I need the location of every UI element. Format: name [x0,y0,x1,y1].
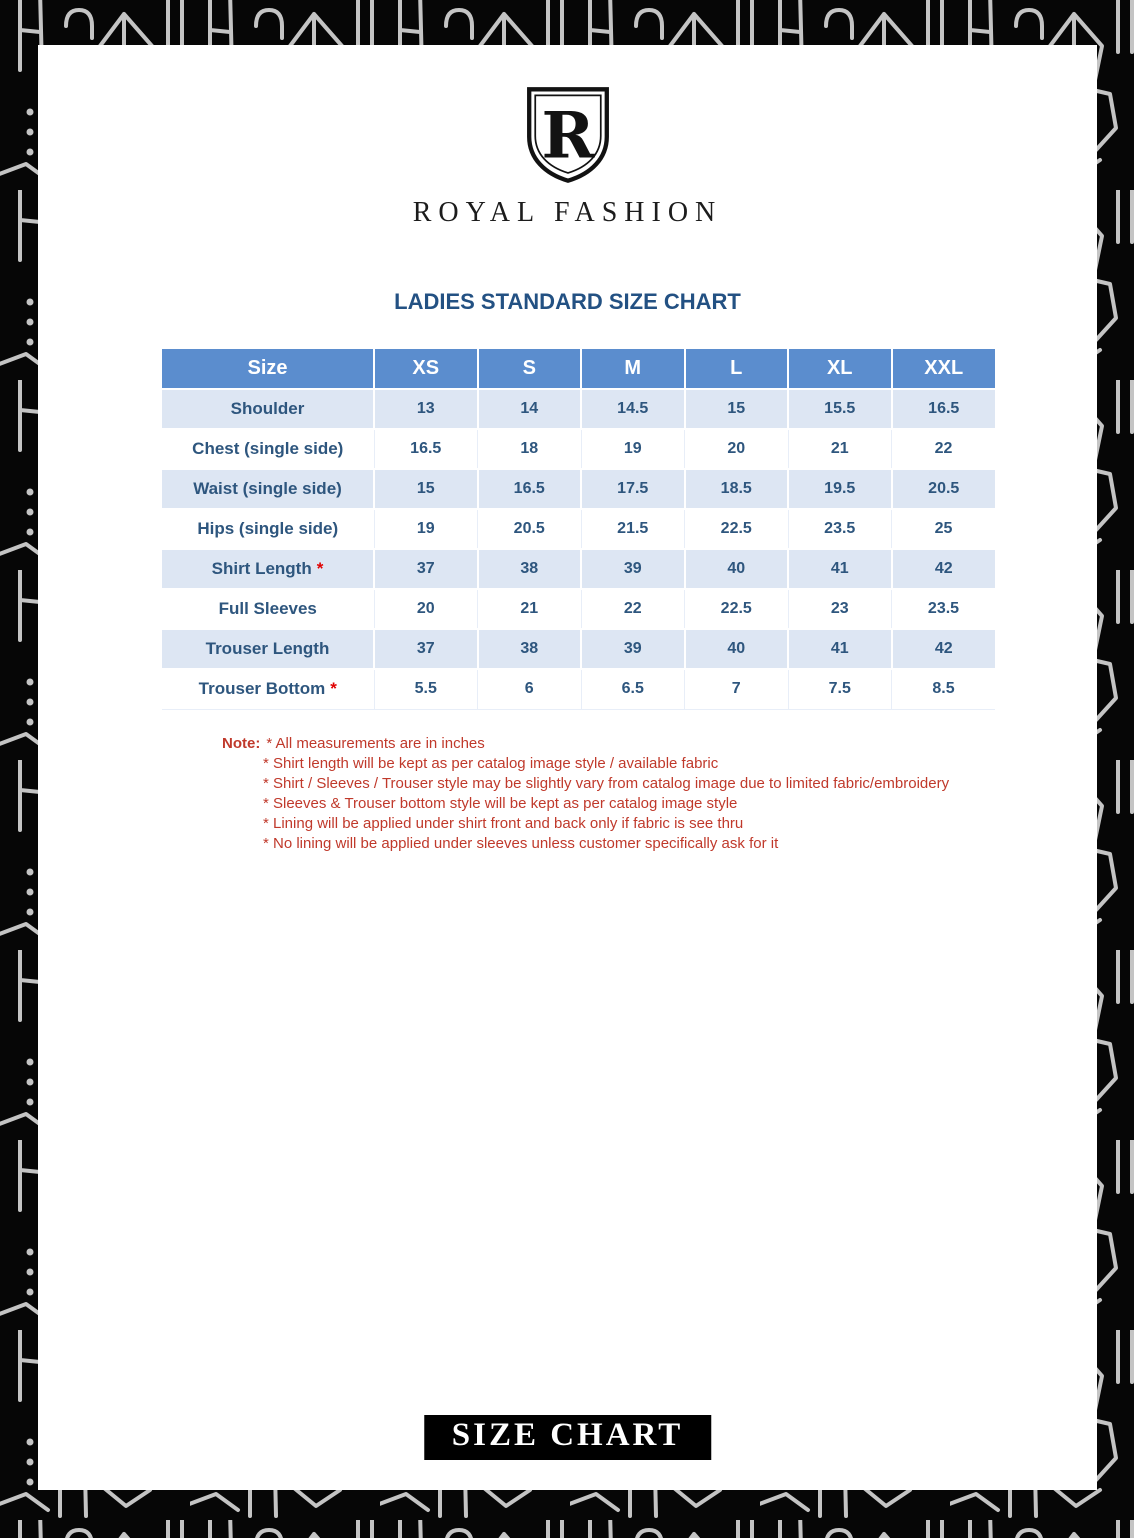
note-item: * Shirt / Sleeves / Trouser style may be slightly vary from catalog image due to limited fabric/embroidery [263,774,950,792]
cell-value: 6.5 [581,669,685,709]
cell-value: 17.5 [581,469,685,509]
cell-value: 18.5 [685,469,789,509]
footnote-asterisk: * [316,559,324,578]
brand-logo [38,45,1097,229]
cell-value: 21 [788,429,892,469]
cell-value: 38 [478,549,582,589]
cell-value: 15 [374,469,478,509]
cell-value: 19 [581,429,685,469]
cell-value: 21 [478,589,582,629]
column-header-s: S [478,348,582,389]
cell-value: 41 [788,629,892,669]
table-row-trouser-bottom [162,669,995,709]
row-label: Chest (single side) [162,429,374,469]
table-row-chest [162,429,995,469]
size-table-header-row [162,348,995,389]
brand-name: ROYAL FASHION [412,197,723,228]
table-row-hips [162,509,995,549]
note-item: * All measurements are in inches [266,734,485,752]
cell-value: 42 [892,549,996,589]
cell-value: 23.5 [788,509,892,549]
size-chart-sheet [38,45,1097,1490]
row-label: Waist (single side) [162,469,374,509]
size-chart-banner: SIZE CHART [424,1415,711,1460]
cell-value: 15.5 [788,389,892,429]
cell-value: 22.5 [685,589,789,629]
cell-value: 21.5 [581,509,685,549]
cell-value: 20.5 [892,469,996,509]
note-line [222,734,982,754]
cell-value: 19 [374,509,478,549]
cell-value: 40 [685,549,789,589]
note-item: * Lining will be applied under shirt front and back only if fabric is see thru [263,814,744,832]
cell-value: 41 [788,549,892,589]
row-label: Shirt Length * [162,549,374,589]
column-header-xl: XL [788,348,892,389]
row-label: Trouser Length [162,629,374,669]
cell-value: 37 [374,549,478,589]
cell-value: 42 [892,629,996,669]
cell-value: 20 [374,589,478,629]
note-item: * No lining will be applied under sleeves unless customer specifically ask for it [263,834,779,852]
row-label: Hips (single side) [162,509,374,549]
notes-section [222,734,982,854]
cell-value: 19.5 [788,469,892,509]
cell-value: 16.5 [374,429,478,469]
shield-monogram-icon [524,85,612,185]
column-header-xxl: XXL [892,348,996,389]
table-row-shoulder [162,389,995,429]
cell-value: 6 [478,669,582,709]
cell-value: 16.5 [478,469,582,509]
size-table [162,347,995,710]
table-row-shirt-length [162,549,995,589]
table-row-trouser-length [162,629,995,669]
footnote-asterisk: * [330,679,337,699]
cell-value: 14.5 [581,389,685,429]
note-item: * Sleeves & Trouser bottom style will be kept as per catalog image style [263,794,738,812]
table-row-waist [162,469,995,509]
cell-value: 23.5 [892,589,996,629]
cell-value: 40 [685,629,789,669]
cell-value: 13 [374,389,478,429]
cell-value: 38 [478,629,582,669]
monogram-letter: R [540,98,595,174]
cell-value: 20.5 [478,509,582,549]
column-header-l: L [685,348,789,389]
cell-value: 7.5 [788,669,892,709]
cell-value: 8.5 [892,669,996,709]
column-header-size: Size [162,348,374,389]
cell-value: 25 [892,509,996,549]
cell-value: 5.5 [374,669,478,709]
cell-value: 18 [478,429,582,469]
cell-value: 7 [685,669,789,709]
cell-value: 39 [581,629,685,669]
cell-value: 22 [581,589,685,629]
cell-value: 20 [685,429,789,469]
cell-value: 22.5 [685,509,789,549]
column-header-m: M [581,348,685,389]
row-label: Full Sleeves [162,589,374,629]
row-label: Trouser Bottom * [162,669,374,709]
column-header-xs: XS [374,348,478,389]
cell-value: 23 [788,589,892,629]
cell-value: 15 [685,389,789,429]
cell-value: 16.5 [892,389,996,429]
table-row-full-sleeves [162,589,995,629]
row-label: Shoulder [162,389,374,429]
cell-value: 37 [374,629,478,669]
page-title: LADIES STANDARD SIZE CHART [394,289,741,314]
note-label: Note: [222,734,261,752]
note-item: * Shirt length will be kept as per catalog image style / available fabric [263,754,719,772]
cell-value: 22 [892,429,996,469]
cell-value: 39 [581,549,685,589]
cell-value: 14 [478,389,582,429]
